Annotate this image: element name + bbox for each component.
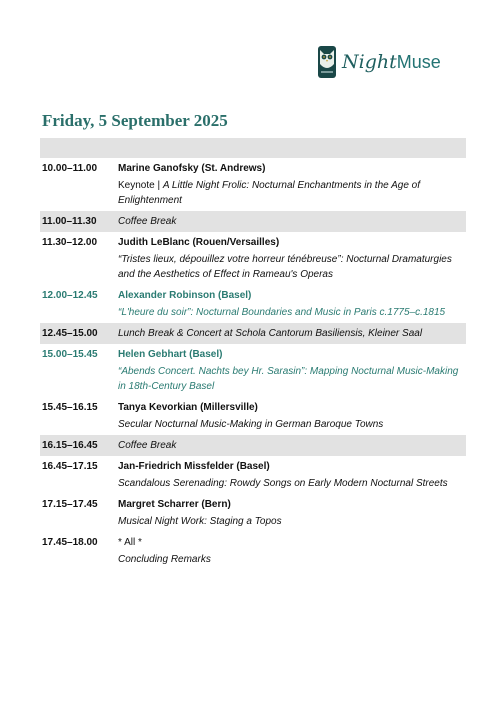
break-label: Coffee Break (118, 216, 177, 227)
speaker-name: Tanya Kevorkian (Millersville) (118, 402, 258, 413)
table-row (40, 232, 466, 285)
talk-title: Musical Night Work: Staging a Topos (118, 516, 282, 527)
time-slot: 16.15–16.45 (42, 440, 98, 451)
table-row (40, 435, 466, 456)
time-slot: 12.00–12.45 (42, 290, 98, 301)
nightmuse-logo (316, 42, 441, 82)
talk-title: “Tristes lieux, dépouillez votre horreur ténébreuse”: Nocturnal Dramaturgies and the Aesthetics of Effect in Rameau's Operas (118, 254, 452, 280)
talk-title: “L'heure du soir”: Nocturnal Boundaries and Music in Paris c.1775–c.1815 (118, 307, 446, 318)
time-slot: 17.45–18.00 (42, 537, 98, 548)
time-slot: 15.45–16.15 (42, 402, 98, 413)
schedule-table (40, 138, 466, 570)
table-row (40, 456, 466, 494)
owl-icon (316, 44, 338, 80)
talk-title: Concluding Remarks (118, 554, 211, 565)
speaker-name: Marine Ganofsky (St. Andrews) (118, 163, 266, 174)
table-row (40, 323, 466, 344)
logo-word-night: Night (342, 51, 397, 73)
time-slot: 15.00–15.45 (42, 349, 98, 360)
table-row (40, 532, 466, 570)
table-header-row (40, 138, 466, 158)
all-label: * All * (118, 537, 142, 548)
break-label: Coffee Break (118, 440, 177, 451)
time-slot: 11.30–12.00 (42, 237, 98, 248)
time-slot: 12.45–15.00 (42, 328, 98, 339)
talk-title: Secular Nocturnal Music-Making in German Baroque Towns (118, 419, 384, 430)
keynote-prefix: Keynote | (118, 180, 163, 191)
talk-title: “Abends Concert. Nachts bey Hr. Sarasin”: Mapping Nocturnal Music-Making in 18th-Century Basel (118, 366, 459, 392)
speaker-name: Helen Gebhart (Basel) (118, 349, 223, 360)
talk-title (118, 178, 464, 208)
speaker-name: Margret Scharrer (Bern) (118, 499, 231, 510)
time-slot: 16.45–17.15 (42, 461, 98, 472)
speaker-name: Jan-Friedrich Missfelder (Basel) (118, 461, 270, 472)
day-heading: Friday, 5 September 2025 (42, 111, 228, 130)
table-row (40, 285, 466, 323)
logo-word-muse: Muse (396, 52, 441, 72)
speaker-name: Judith LeBlanc (Rouen/Versailles) (118, 237, 280, 248)
table-row (40, 344, 466, 397)
time-slot: 17.15–17.45 (42, 499, 98, 510)
table-row (40, 158, 466, 211)
table-row (40, 494, 466, 532)
time-slot: 11.00–11.30 (42, 216, 97, 227)
keynote-title: A Little Night Frolic: Nocturnal Enchantments in the Age of Enlightenment (118, 180, 421, 206)
speaker-name: Alexander Robinson (Basel) (118, 290, 252, 301)
table-row (40, 397, 466, 435)
table-row (40, 211, 466, 232)
break-label: Lunch Break & Concert at Schola Cantorum Basiliensis, Kleiner Saal (118, 328, 423, 339)
talk-title: Scandalous Serenading: Rowdy Songs on Early Modern Nocturnal Streets (118, 478, 448, 489)
time-slot: 10.00–11.00 (42, 163, 98, 174)
